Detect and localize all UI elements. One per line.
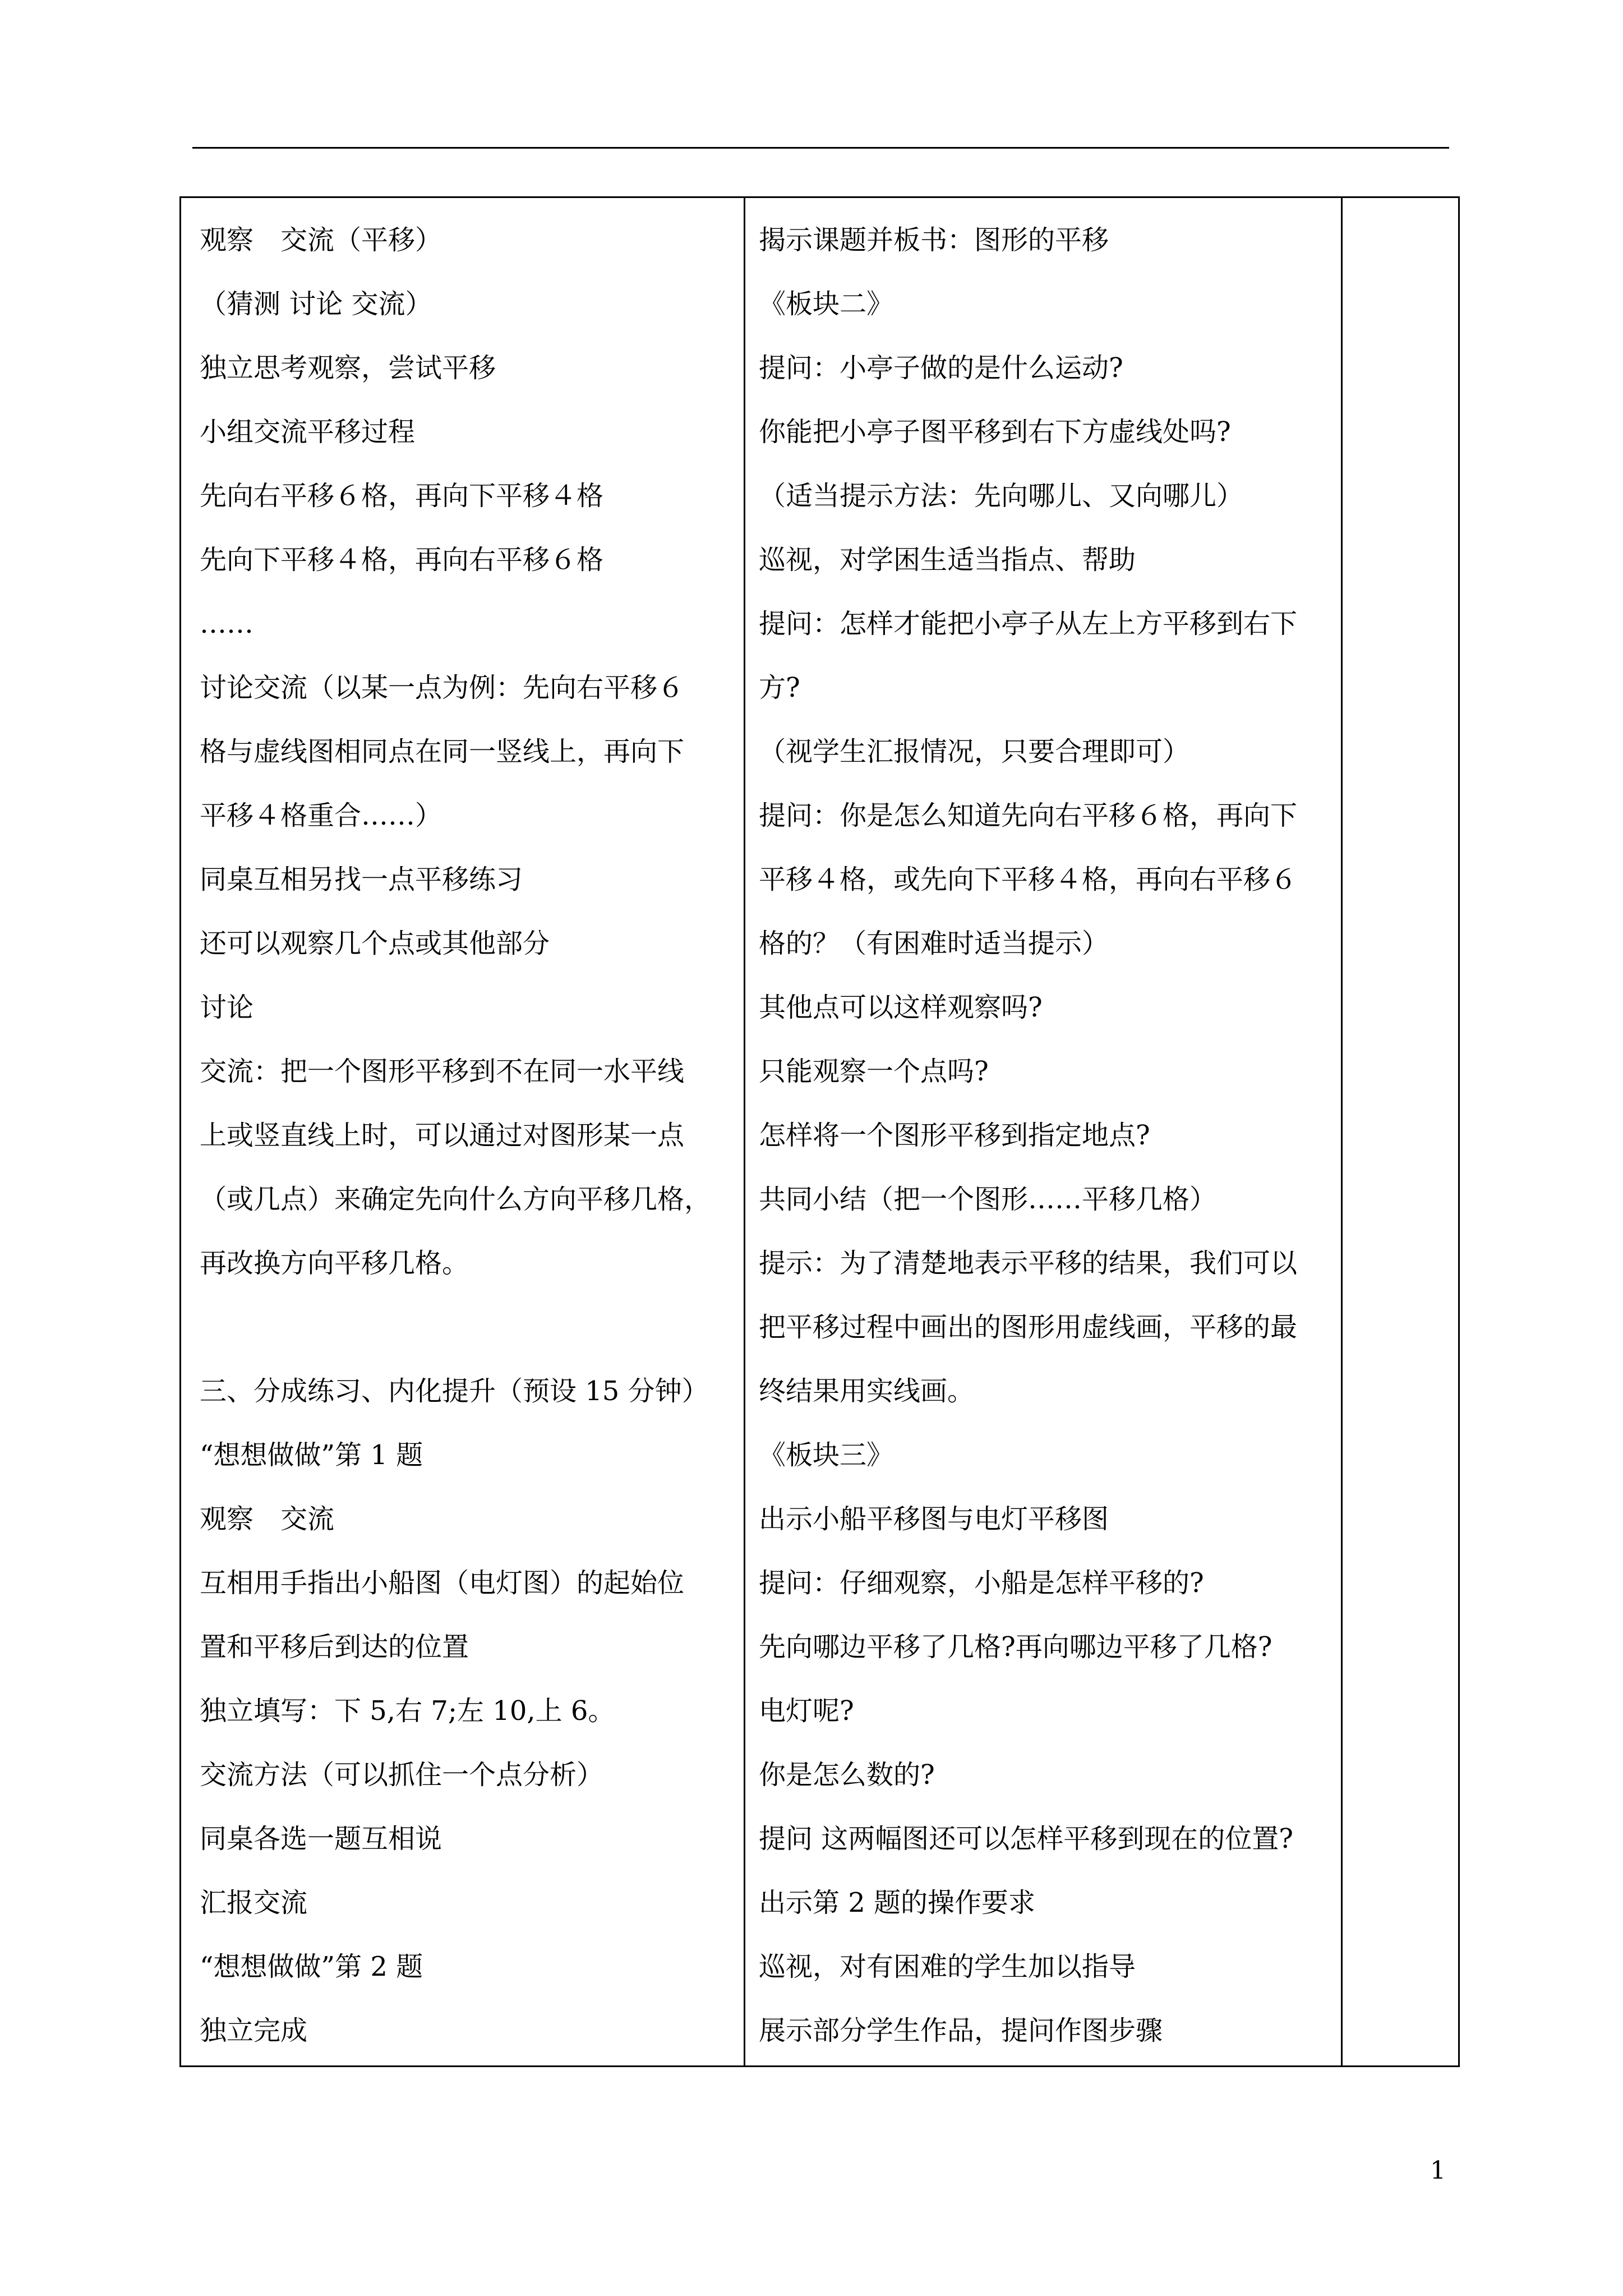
student-activity-line: （猜测 讨论 交流） [200,288,432,320]
lesson-plan-table [179,196,1460,2067]
student-activity-line: 独立填写：下 5,右 7;左 10,上 6。 [200,1695,615,1727]
student-activity-line: 先向下平移４格，再向右平移６格 [200,544,604,576]
teacher-activity-line: 格的？（有困难时适当提示） [759,928,1109,959]
student-activity-line: 置和平移后到达的位置 [200,1631,469,1663]
student-activity-line: 互相用手指出小船图（电灯图）的起始位 [200,1567,685,1599]
student-activity-line: 还可以观察几个点或其他部分 [200,928,550,959]
teacher-activity-line: 揭示课题并板书：图形的平移 [759,224,1109,256]
student-activity-line: 先向右平移６格，再向下平移４格 [200,480,604,512]
teacher-activity-line: 提问：你是怎么知道先向右平移６格，再向下 [759,800,1298,831]
teacher-activity-line: 先向哪边平移了几格?再向哪边平移了几格? [759,1631,1272,1663]
student-activity-line: 同桌互相另找一点平移练习 [200,864,523,895]
teacher-activity-line: 你是怎么数的? [759,1759,935,1791]
student-activity-line: 平移４格重合……） [200,800,442,831]
student-activity-line: （或几点）来确定先向什么方向平移几格， [200,1184,712,1215]
student-activity-line: 再改换方向平移几格。 [200,1248,469,1279]
student-activity-line: 讨论 [200,992,254,1023]
student-activity-line: 格与虚线图相同点在同一竖线上，再向下 [200,736,685,767]
teacher-activity-line: 提问：怎样才能把小亭子从左上方平移到右下 [759,608,1298,639]
student-activity-line: 讨论交流（以某一点为例：先向右平移６ [200,672,685,703]
teacher-activity-line: 平移４格，或先向下平移４格，再向右平移６ [759,864,1298,895]
student-activity-line: “想想做做”第 2 题 [200,1951,423,1982]
student-activity-line: 独立思考观察，尝试平移 [200,352,496,384]
teacher-activity-line: 把平移过程中画出的图形用虚线画，平移的最 [759,1312,1298,1343]
teacher-activity-line: 《板块二》 [759,288,894,320]
teacher-activity-line: 其他点可以这样观察吗? [759,992,1043,1023]
student-activity-line: 小组交流平移过程 [200,416,416,448]
teacher-activity-line: 提问 这两幅图还可以怎样平移到现在的位置? [759,1823,1293,1855]
teacher-activity-line: 出示小船平移图与电灯平移图 [759,1503,1109,1535]
student-activity-line: “想想做做”第 1 题 [200,1439,423,1471]
teacher-activity-line: 提示：为了清楚地表示平移的结果，我们可以 [759,1248,1298,1279]
teacher-activity-line: 出示第 2 题的操作要求 [759,1887,1036,1918]
teacher-activity-line: 提问：小亭子做的是什么运动? [759,352,1123,384]
student-activity-line: 同桌各选一题互相说 [200,1823,442,1855]
teacher-activity-line: 展示部分学生作品，提问作图步骤 [759,2015,1163,2046]
teacher-activity-line: 提问：仔细观察，小船是怎样平移的? [759,1567,1204,1599]
header-rule [192,147,1449,149]
student-activity-line: 独立完成 [200,2015,308,2046]
teacher-activity-line: 你能把小亭子图平移到右下方虚线处吗? [759,416,1231,448]
teacher-activity-line: 只能观察一个点吗? [759,1056,989,1087]
teacher-activity-line: 电灯呢? [759,1695,854,1727]
student-activity-line: 上或竖直线上时，可以通过对图形某一点 [200,1120,685,1151]
teacher-activity-line: 怎样将一个图形平移到指定地点? [759,1120,1150,1151]
teacher-activity-line: 方? [759,672,800,703]
teacher-activity-line: （视学生汇报情况，只要合理即可） [759,736,1190,767]
student-activity-line: 三、分成练习、内化提升（预设 15 分钟） [200,1375,709,1407]
teacher-activity-line: 共同小结（把一个图形……平移几格） [759,1184,1217,1215]
student-activity-line: 交流：把一个图形平移到不在同一水平线 [200,1056,685,1087]
teacher-activity-line: （适当提示方法：先向哪儿、又向哪儿） [759,480,1244,512]
teacher-activity-line: 终结果用实线画。 [759,1375,975,1407]
student-activity-line: …… [200,608,253,639]
teacher-activity-line: 巡视，对学困生适当指点、帮助 [759,544,1136,576]
teacher-activity-line: 《板块三》 [759,1439,894,1471]
page-number: 1 [1430,2156,1446,2185]
teacher-activity-line: 巡视，对有困难的学生加以指导 [759,1951,1136,1982]
student-activity-line: 交流方法（可以抓住一个点分析） [200,1759,604,1791]
column-divider-2 [1341,198,1343,2065]
column-divider-1 [744,198,745,2065]
student-activity-line: 观察 交流 [200,1503,335,1535]
student-activity-line: 汇报交流 [200,1887,308,1918]
student-activity-line: 观察 交流（平移） [200,224,442,256]
